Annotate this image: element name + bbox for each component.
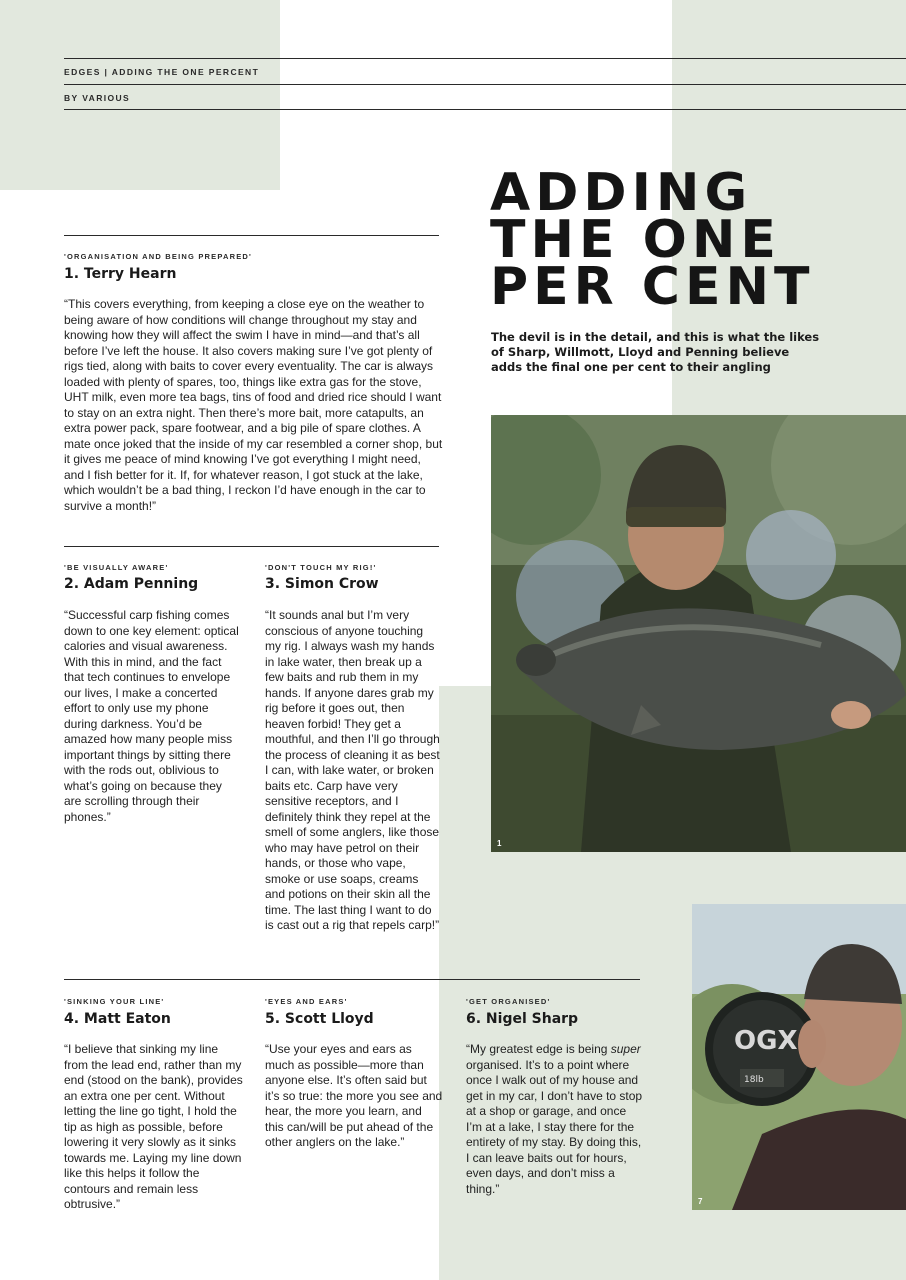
tip-3-tag: 'DON'T TOUCH MY RIG!' (265, 563, 377, 572)
title-line-1: ADDING (490, 163, 753, 223)
spool-label-text: 18lb (744, 1075, 764, 1085)
header-rule-middle (64, 84, 906, 85)
section-rule-1 (64, 235, 439, 236)
title-line-2: THE ONE (490, 210, 781, 270)
tip-3-name: 3. Simon Crow (265, 576, 379, 592)
angler-carp-illustration (491, 415, 906, 852)
tip-3-body: “It sounds anal but I’m very conscious of anyone touching my rig. I always wash my hands in lake water, then break up a few baits and rub them in my hands. If anyone dares grab my rig before it goes out, then heaven forbid! They get a mouthful, and then I’ll go through the process of cleaning it as best I can, with lake water, or broken baits etc. Carp have very sensitive receptors, and I definitely think they repel at the smell of some anglers, like those who may have petrol on their hands, or those who vape, smoke or use soaps, creams and potions on their skin all the time. The last thing I want to do is cast out a rig that repels carp!” (265, 608, 440, 932)
title-line-3: PER CENT (490, 257, 815, 317)
section-label: EDGES | ADDING THE ONE PERCENT (64, 67, 260, 77)
tip-2-body: “Successful carp fishing comes down to one key element: optical calories and visual awareness. With this in mind, and the fact that tech continues to envelope our lives, I make a concerted effort to only use my phone during darkness. You’d be amazed how many people miss important things by sitting there with the rods out, oblivious to what’s going on because they are scrolling through their phones.” (64, 608, 239, 824)
tip-2-name: 2. Adam Penning (64, 576, 199, 592)
byline: BY VARIOUS (64, 93, 131, 103)
tip-6-tag: 'GET ORGANISED' (466, 997, 551, 1006)
tip-6-body-end: organised. It’s to a point where once I walk out of my house and get in my car, I don’t have to stop at a shop or garage, and once I’m at a lake, I stay there for the entirety of my stay. By doing this, I can leave baits out for hours, even days, and don’t miss a thing.” (466, 1057, 643, 1196)
tip-5-name: 5. Scott Lloyd (265, 1011, 374, 1027)
spool-illustration (692, 904, 906, 1210)
background-panel-top-left (0, 0, 280, 190)
tip-4-name: 4. Matt Eaton (64, 1011, 171, 1027)
spool-photo (692, 904, 906, 1210)
tip-1-body: “This covers everything, from keeping a close eye on the weather to being aware of how conditions will change throughout my stay and knowing how they will affect the swim I have in mind—and that’s all before I’ve left the house. It also covers making sure I’ve got plenty of rigs tied, along with baits to cover every eventuality. The car is always loaded with plenty of spares, too, things like extra gas for the stove, UHT milk, even more tea bags, tins of food and dried rice should I want to stay on an extra night. Then there’s more bait, more catapults, an extra power pack, spare footwear, and a big pile of spare clothes. A mate once joked that the inside of my car resembled a corner shop, but it gives me peace of mind knowing I’ve got everything I might need, and I fish better for it. If, for whatever reason, I got stuck at the lake, which wouldn’t be a bad thing, I reckon I’d have enough in the car to survive a month!” (64, 297, 443, 513)
tip-2-tag: 'BE VISUALLY AWARE' (64, 563, 169, 572)
header-rule-top (64, 58, 906, 59)
tip-4-tag: 'SINKING YOUR LINE' (64, 997, 165, 1006)
tip-1-name: 1. Terry Hearn (64, 266, 177, 282)
tip-5-tag: 'EYES AND EARS' (265, 997, 348, 1006)
section-rule-2 (64, 546, 439, 547)
spool-brand-text: OGX (734, 1026, 798, 1056)
angler-carp-photo (491, 415, 906, 852)
standfirst: The devil is in the detail, and this is what the likes of Sharp, Willmott, Lloyd and Penning believe adds the final one per cent to their angling (491, 330, 820, 374)
page-title (490, 163, 900, 317)
tip-4-body: “I believe that sinking my line from the lead end, rather than my end (stood on the bank), provides an extra one per cent. Without letting the line go tight, I hold the tip as high as possible, before lowering it very slowly as it sinks towards me. Laying my line down like this helps it follow the contours and remain less obtrusive.” (64, 1042, 243, 1211)
tip-1-tag: 'ORGANISATION AND BEING PREPARED' (64, 252, 253, 261)
tip-6-body-start: “My greatest edge is being (466, 1042, 611, 1056)
tip-5-body: “Use your eyes and ears as much as possible—more than anyone else. It’s often said but it’s so true: the more you see and hear, the more you learn, and this can/will be put ahead of the other anglers on the lake.” (265, 1042, 443, 1149)
photo-1-caption-number: 1 (497, 839, 502, 848)
header-rule-bottom (64, 109, 906, 110)
tip-6-body-emphasis: super (610, 1042, 641, 1056)
photo-2-caption-number: 7 (698, 1197, 703, 1206)
tip-6-name: 6. Nigel Sharp (466, 1011, 579, 1027)
section-rule-3 (64, 979, 640, 980)
tip-6-body (466, 1042, 644, 1197)
